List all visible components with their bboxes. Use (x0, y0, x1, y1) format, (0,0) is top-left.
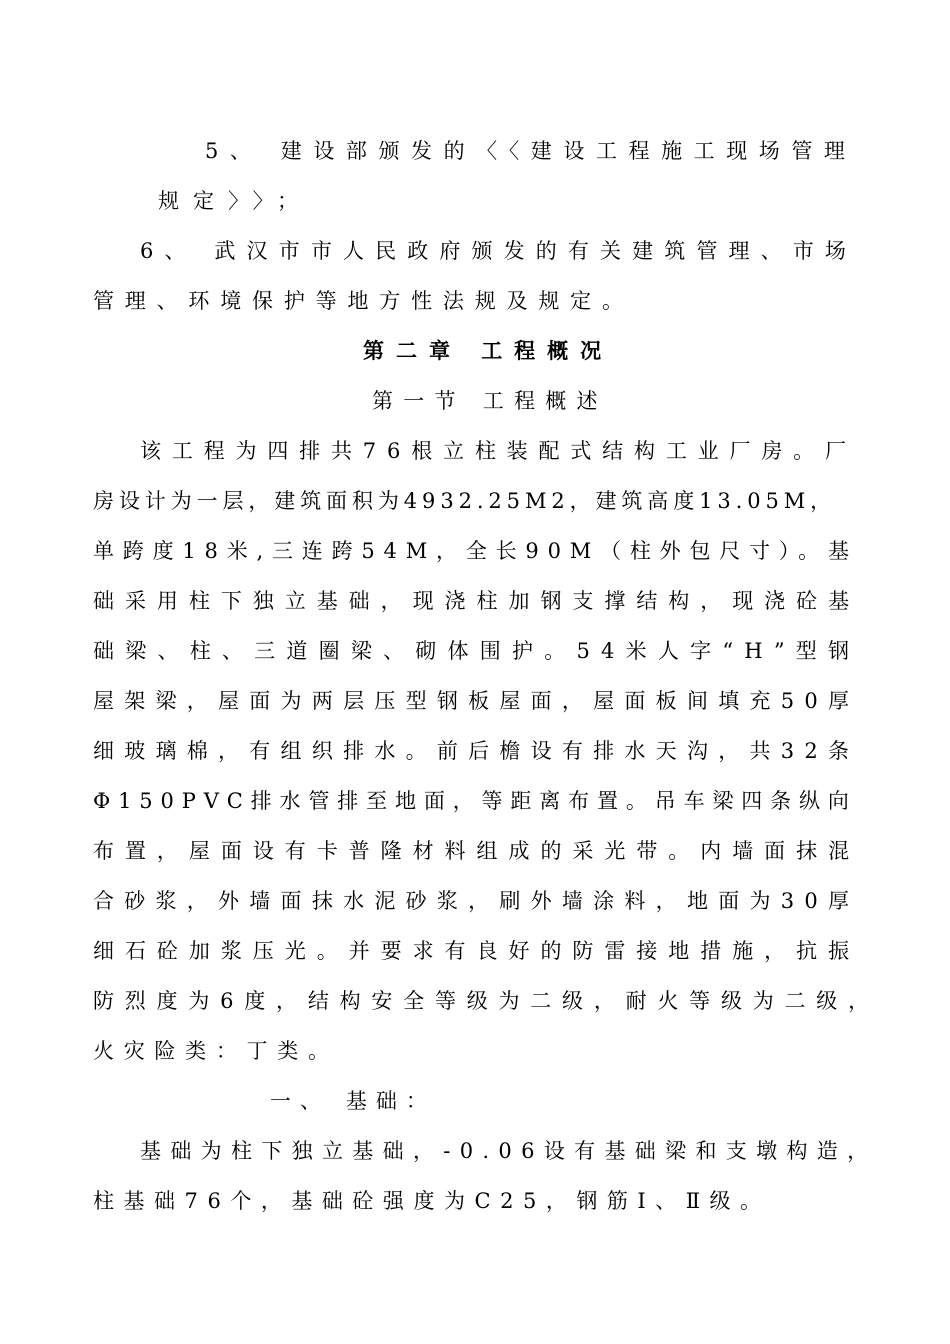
foundation-line-2: 柱基础76个，基础砼强度为C25，钢筋Ⅰ、Ⅱ级。 (93, 1189, 771, 1213)
overview-line-9: 布置，屋面设有卡普隆材料组成的采光带。内墙面抹混 (93, 839, 861, 863)
reference-item-5-line-2: 规定〉〉； (158, 189, 312, 213)
overview-line-6: 屋架梁，屋面为两层压型钢板屋面，屋面板间填充50厚 (93, 689, 860, 713)
overview-line-4: 础采用柱下独立基础，现浇柱加钢支撑结构，现浇砼基 (93, 589, 861, 613)
foundation-line-1: 基础为柱下独立基础，-0.06设有基础梁和支墩构造， (140, 1139, 878, 1163)
reference-item-5-line-1: 5、 建设部颁发的〈〈建设工程施工现场管理 (205, 139, 857, 163)
overview-line-13: 火灾险类：丁类。 (93, 1039, 339, 1063)
overview-line-1: 该工程为四排共76根立柱装配式结构工业厂房。厂 (140, 439, 857, 463)
section-title: 第一节 工程概述 (372, 389, 608, 413)
reference-item-6-line-1: 6、 武汉市市人民政府颁发的有关建筑管理、市场 (140, 239, 858, 263)
overview-line-7: 细玻璃棉，有组织排水。前后檐设有排水天沟，共32条 (93, 739, 860, 763)
reference-item-6-line-2: 管理、环境保护等地方性法规及规定。 (93, 289, 634, 313)
overview-line-3: 单跨度18米,三连跨54M，全长90M（柱外包尺寸）。基 (93, 539, 858, 563)
overview-line-8: Φ150PVC排水管排至地面，等距离布置。吊车梁四条纵向 (93, 789, 857, 813)
subsection-title: 一、 基础： (270, 1089, 436, 1113)
chapter-title: 第二章 工程概况 (363, 338, 614, 363)
overview-line-10: 合砂浆，外墙面抹水泥砂浆，刷外墙涂料，地面为30厚 (93, 889, 860, 913)
overview-line-11: 细石砼加浆压光。并要求有良好的防雷接地措施，抗振 (93, 939, 861, 963)
overview-line-2: 房设计为一层，建筑面积为4932.25M2，建筑高度13.05M， (93, 489, 837, 513)
overview-line-12: 防烈度为6度，结构安全等级为二级，耐火等级为二级， (93, 989, 880, 1013)
overview-line-5: 础梁、柱、三道圈梁、砌体围护。54米人字“H”型钢 (93, 639, 861, 663)
